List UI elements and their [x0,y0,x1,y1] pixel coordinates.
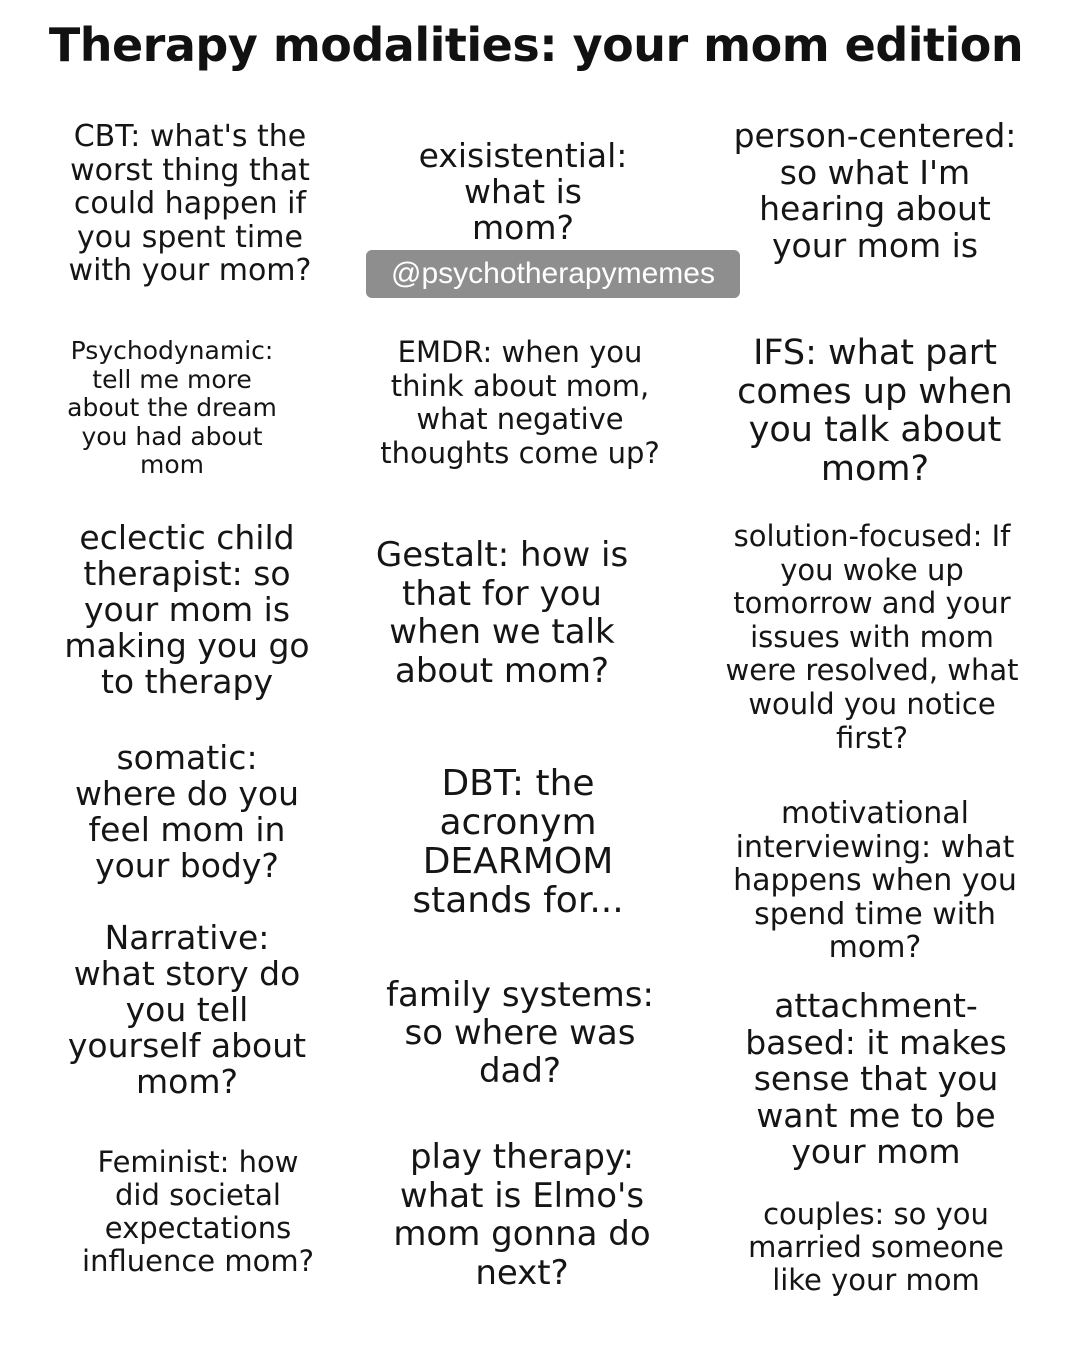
cbt-text: CBT: what's the worst thing that could happen if you spent time with your mom? [68,119,312,288]
emdr-text: EMDR: when you think about mom, what negative thoughts come up? [380,335,660,470]
dbt-text: DBT: the acronym DEARMOM stands for... [412,763,624,921]
narrative-text: Narrative: what story do you tell yourself about mom? [67,918,307,1101]
play-therapy-text: play therapy: what is Elmo's mom gonna do next? [393,1137,651,1293]
somatic-text: somatic: where do you feel mom in your body? [74,738,300,885]
family-systems-text: family systems: so where was dad? [386,975,654,1091]
solution-focused-text: solution-focused: If you woke up tomorrow and your issues with mom were resolved, what would you notice first? [725,519,1019,755]
gestalt-text: Gestalt: how is that for you when we talk about mom? [375,535,629,691]
eclectic-child-therapist-text: eclectic child therapist: so your mom is making you go to therapy [64,518,310,701]
motivational-interviewing-text: motivational interviewing: what happens when you spend time with mom? [733,796,1017,965]
ifs-text: IFS: what part comes up when you talk about mom? [737,333,1013,489]
watermark-badge: @psychotherapymemes [366,250,740,298]
couples-text: couples: so you married someone like your mom [748,1197,1004,1297]
psychodynamic-text: Psychodynamic: tell me more about the dream you had about mom [67,336,277,479]
feminist-text: Feminist: how did societal expectations influence mom? [82,1145,314,1278]
attachment-based-text: attachment- based: it makes sense that you want me to be your mom [745,986,1007,1171]
page-title: Therapy modalities: your mom edition [48,18,1024,72]
person-centered-text: person-centered: so what I'm hearing about your mom is [733,116,1017,265]
existential-text: exisistential: what is mom? [418,136,628,247]
